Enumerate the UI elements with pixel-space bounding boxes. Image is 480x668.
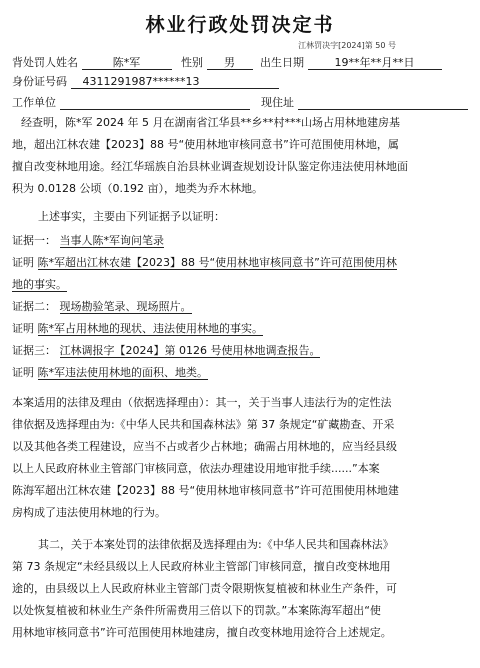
evidence-item [12,230,470,252]
law-line: 以及其他各类工程建设，应当不占或者少占林地；确需占用林地的，应当经县级 [12,440,397,453]
law-line: 房构成了违法使用林地的行为。 [12,506,166,519]
evidence-item [12,274,470,296]
person-info-row [12,56,442,70]
law-line: 途的，由县级以上人民政府林业主管部门责令限期恢复植被和林业生产条件，可 [12,582,397,595]
evidence-text: 陈*军违法使用林地的面积、地类。 [37,366,208,379]
sex-value: 男 [207,56,253,70]
work-label: 工作单位 [12,96,56,109]
address-value [298,96,468,110]
evidence-text: 陈*军占用林地的现状、违法使用林地的事实。 [37,322,263,335]
birth-value: 19**年**月**日 [308,56,442,70]
evidence-intro-text: 上述事实，主要由下列证据予以证明： [38,210,225,223]
address-label: 现住址 [261,96,294,109]
id-label: 身份证号码 [12,75,67,88]
law-paragraph-1 [12,392,470,524]
law-line: 以处恢复植被和林业生产条件所需费用三倍以下的罚款。”本案陈海军超出“使 [12,604,381,617]
document-title: 林业行政处罚决定书 [145,14,335,36]
sex-label: 性别 [181,56,203,69]
law-line: 律依据及选择理由为:《中华人民共和国森林法》第 37 条规定“矿藏勘查、开采 [12,418,395,431]
evidence-text: 地的事实。 [12,278,67,291]
work-value [60,96,250,110]
evidence-list [12,230,470,384]
law-line: 其二，关于本案处罚的法律依据及选择理由为:《中华人民共和国森林法》 [38,538,394,551]
evidence-text: 江林调报字【2024】第 0126 号使用林地调查报告。 [59,344,321,357]
evidence-item [12,296,470,318]
evidence-item [12,318,470,340]
document-number: 江林罚决字[2024]第 50 号 [298,41,396,50]
name-label: 背处罚人姓名 [12,56,78,69]
birth-label: 出生日期 [260,56,304,69]
law-line: 第 73 条规定“未经县级以上人民政府林业主管部门审核同意，擅自改变林地用 [12,560,391,573]
facts-paragraph [12,112,470,200]
evidence-item [12,340,470,362]
id-row [12,75,279,89]
facts-line: 经查明，陈*军 2024 年 5 月在湖南省江华县**乡**村***山场占用林地建房基 [21,116,400,129]
evidence-label: 证据一： [12,234,56,247]
evidence-text: 当事人陈*军询问笔录 [59,234,164,247]
evidence-item [12,252,470,274]
name-value: 陈*军 [82,56,172,70]
evidence-intro [12,206,470,228]
law-line: 陈海军超出江林农建【2023】88 号“使用林地审核同意书”许可范围使用林地建 [12,484,399,497]
work-address-row [12,96,468,110]
law-line: 以上人民政府林业主管部门审核同意，依法办理建设用地审批手续......”本案 [12,462,380,475]
facts-line: 地，超出江林农建【2023】88 号“使用林地审核同意书”许可范围使用林地，属 [12,138,399,151]
evidence-label: 证据三： [12,344,56,357]
law-line: 本案适用的法律及理由（依据选择理由）：其一，关于当事人违法行为的定性法 [12,396,392,409]
evidence-text: 现场勘验笔录、现场照片。 [59,300,192,313]
evidence-label: 证明 [12,322,34,335]
evidence-label: 证明 [12,256,34,269]
law-line: 用林地审核同意书”许可范围使用林地建房，擅自改变林地用途符合上述规定。 [12,626,392,639]
evidence-text: 陈*军超出江林农建【2023】88 号“使用林地审核同意书”许可范围使用林 [37,256,397,269]
id-value: 4311291987******13 [71,75,279,89]
facts-line: 积为 0.0128 公顷（0.192 亩），地类为乔木林地。 [12,182,263,195]
facts-line: 擅自改变林地用途。经江华瑶族自治县林业调查规划设计队鉴定你违法使用林地面 [12,160,408,173]
evidence-label: 证据二： [12,300,56,313]
evidence-label: 证明 [12,366,34,379]
law-paragraph-2 [12,534,470,644]
evidence-item [12,362,470,384]
